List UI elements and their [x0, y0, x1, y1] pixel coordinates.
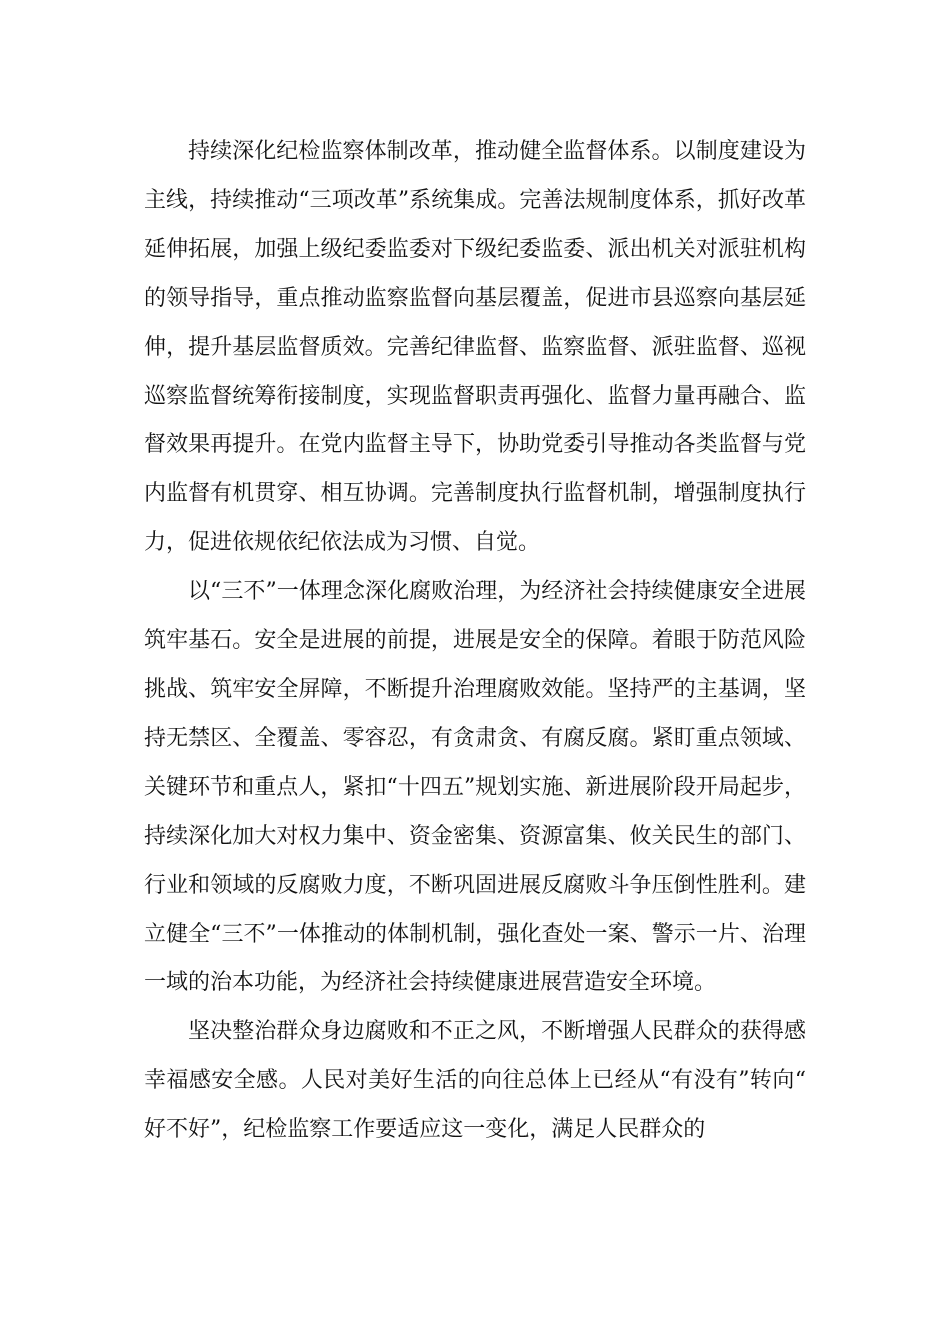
paragraph-1: 持续深化纪检监察体制改革，推动健全监督体系。以制度建设为主线，持续推动“三项改革”系统集成。完善法规制度体系，抓好改革延伸拓展，加强上级纪委监委对下级纪委监委、派出机关对派驻机构的领导指导，重点推动监察监督向基层覆盖，促进市县巡察向基层延伸，提升基层监督质效。完善纪律监督、监察监督、派驻监督、巡视巡察监督统筹衔接制度，实现监督职责再强化、监督力量再融合、监督效果再提升。在党内监督主导下，协助党委引导推动各类监督与党内监督有机贯穿、相互协调。完善制度执行监督机制，增强制度执行力，促进依规依纪依法成为习惯、自觉。 [144, 139, 806, 556]
paragraph-3: 坚决整治群众身边腐败和不正之风，不断增强人民群众的获得感幸福感安全感。人民对美好生活的向往总体上已经从“有没有”转向“好不好”，纪检监察工作要适应这一变化，满足人民群众的 [144, 1019, 806, 1143]
paragraph-2: 以“三不”一体理念深化腐败治理，为经济社会持续健康安全进展筑牢基石。安全是进展的前提，进展是安全的保障。着眼于防范风险挑战、筑牢安全屏障，不断提升治理腐败效能。坚持严的主基调，坚持无禁区、全覆盖、零容忍，有贪肃贪、有腐反腐。紧盯重点领域、关键环节和重点人，紧扣“十四五”规划实施、新进展阶段开局起步，持续深化加大对权力集中、资金密集、资源富集、攸关民生的部门、行业和领域的反腐败力度，不断巩固进展反腐败斗争压倒性胜利。建立健全“三不”一体推动的体制机制，强化查处一案、警示一片、治理一域的治本功能，为经济社会持续健康进展营造安全环境。 [144, 579, 806, 996]
document-body [144, 128, 806, 1155]
